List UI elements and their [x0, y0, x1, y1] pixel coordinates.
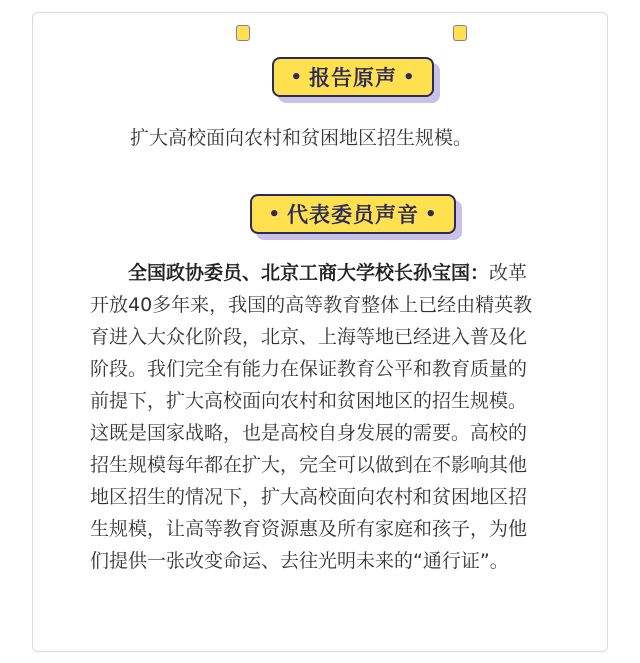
paragraph-line: 阶段。我们完全有能力在保证教育公平和教育质量的 — [90, 358, 528, 380]
bullet-dot-icon: • — [403, 66, 416, 88]
section-badge-voices — [250, 194, 456, 234]
paragraph-line: 们提供一张改变命运、去往光明未来的“通行证”。 — [90, 550, 509, 572]
voice-paragraph — [90, 257, 614, 577]
bullet-dot-icon: • — [268, 203, 281, 225]
badge-label: 代表委员声音 — [287, 203, 419, 227]
paragraph-line — [90, 257, 614, 289]
paragraph-line: 前提下，扩大高校面向农村和贫困地区的招生规模。 — [90, 390, 528, 412]
paragraph-line: 育进入大众化阶段，北京、上海等地已经进入普及化 — [90, 326, 528, 348]
paragraph-line: 开放40多年来，我国的高等教育整体上已经由精英教 — [90, 294, 533, 316]
bullet-dot-icon: • — [425, 203, 438, 225]
badge-body — [250, 194, 456, 234]
bullet-dot-icon: • — [290, 66, 303, 88]
card-tab-left — [236, 25, 250, 41]
badge-label: 报告原声 — [309, 66, 397, 90]
paragraph-line: 生规模，让高等教育资源惠及所有家庭和孩子，为他 — [90, 518, 528, 540]
card-tab-right — [453, 25, 467, 41]
paragraph-line: 地区招生的情况下，扩大高校面向农村和贫困地区招 — [90, 486, 528, 508]
speaker-name: 全国政协委员、北京工商大学校长孙宝国： — [128, 262, 490, 284]
paragraph-line: 招生规模每年都在扩大，完全可以做到在不影响其他 — [90, 454, 528, 476]
section-badge-report — [272, 57, 434, 97]
paragraph-line: 这既是国家战略，也是高校自身发展的需要。高校的 — [90, 422, 528, 444]
line-text: 改革 — [489, 262, 528, 284]
report-text: 扩大高校面向农村和贫困地区招生规模。 — [130, 127, 473, 149]
content-card — [32, 12, 608, 652]
badge-body — [272, 57, 434, 97]
